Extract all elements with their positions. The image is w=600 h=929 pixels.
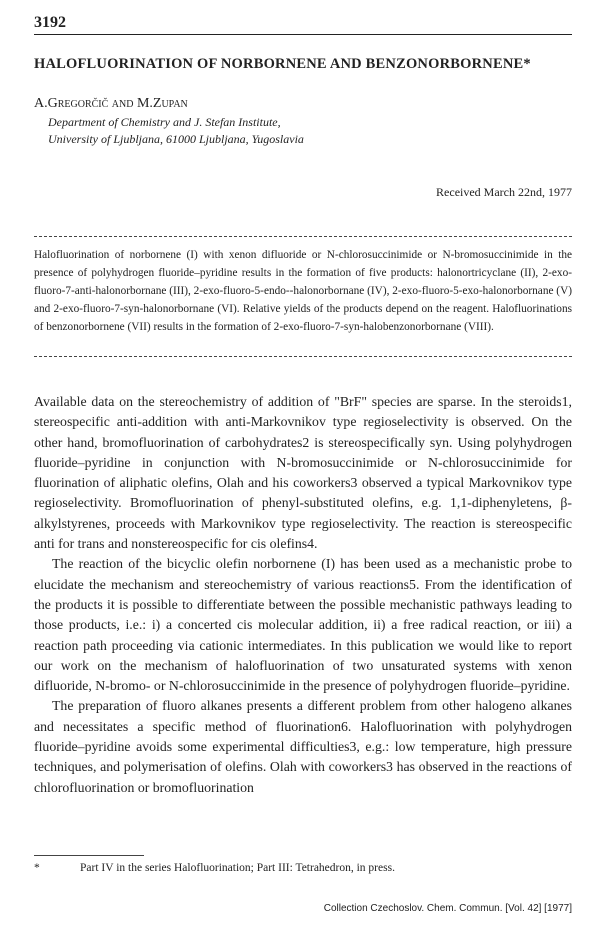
abstract-top-rule <box>34 236 572 237</box>
footnote <box>34 862 395 874</box>
footnote-mark: * <box>34 862 40 874</box>
paragraph-2: The reaction of the bicyclic olefin norbornene (I) has been used as a mechanistic probe to elucidate the mechanism and stereochemistry of various reactions5. From the identification of the products it is possible to differentiate between the possible mechanistic pathways leading to those products, i.e.: i) a concerted cis molecular addition, ii) a free radical reaction, or iii) a reaction path proceeding via cationic intermediates. In this publication we would like to report our work on the mechanism of halofluorination of two unsaturated systems with xenon difluoride, N-bromo- or N-chlorosuccinimide in the presence of polyhydrogen fluoride–pyridine. <box>34 556 572 694</box>
received-date: Received March 22nd, 1977 <box>436 185 572 199</box>
affiliation-line-2: University of Ljubljana, 61000 Ljubljana, Yugoslavia <box>48 132 304 146</box>
paragraph-3: The preparation of fluoro alkanes presents a different problem from other halogeno alkanes and necessitates a specific method of fluorination6. Halofluorination with polyhydrogen fluoride–pyridine avoids some experimental difficulties3, e.g.: low temperature, high pressure techniques, and polymerisation of olefins. Olah with coworkers3 has observed in the reactions of chlorofluorination or bromofluorination <box>34 698 572 795</box>
page-number: 3192 <box>34 14 66 31</box>
header-rule <box>34 34 572 35</box>
abstract: Halofluorination of norbornene (I) with xenon difluoride or N-chlorosuccinimide or N-bromosuccinimide in the presence of polyhydrogen fluoride–pyridine results in the formation of five products: halonortricyclane (II), 2-exo-fluoro-7-anti-halonorbornane (III), 2-exo-fluoro-5-endo--halonorbornane (IV), 2-exo-fluoro-5-exo-halonorbornane (V) and 2-exo-fluoro-7-syn-halonorbornane (VI). Relative yields of the products depend on the reagent. Halofluorinations of benzonorbornene (VII) results in the formation of 2-exo-fluoro-7-syn-halobenzonorbornane (VIII). <box>34 249 572 333</box>
affiliation-line-1: Department of Chemistry and J. Stefan Institute, <box>48 115 281 129</box>
affiliation <box>48 114 304 148</box>
body-text <box>34 392 572 798</box>
paper-title: HALOFLUORINATION OF NORBORNENE AND BENZONORBORNENE* <box>34 56 531 72</box>
authors: A.Gregorčič and M.Zupan <box>34 96 188 111</box>
abstract-bottom-rule <box>34 356 572 357</box>
journal-reference: Collection Czechoslov. Chem. Commun. [Vol. 42] [1977] <box>323 903 572 914</box>
footnote-text: Part IV in the series Halofluorination; Part III: Tetrahedron, in press. <box>80 862 395 874</box>
paragraph-1: Available data on the stereochemistry of addition of "BrF" species are sparse. In the steroids1, stereospecific anti-addition with anti-Markovnikov type regioselectivity is observed. On the other hand, bromofluorination of carbohydrates2 is stereospecifically syn. Using polyhydrogen fluoride–pyridine in conjunction with N-bromosuccinimide or N-chlorosuccinimide for fluorination of aliphatic olefins, Olah and his coworkers3 observed a typical Markovnikov type regioselectivity. Bromofluorination of phenyl-substituted olefins, e.g. 1,1-diphenyletens, β-alkylstyrenes, proceeds with Markovnikov type regioselectivity. The reaction is stereospecific anti for trans and nonstereospecific for cis olefins4. <box>34 394 572 552</box>
footnote-rule <box>34 855 144 856</box>
